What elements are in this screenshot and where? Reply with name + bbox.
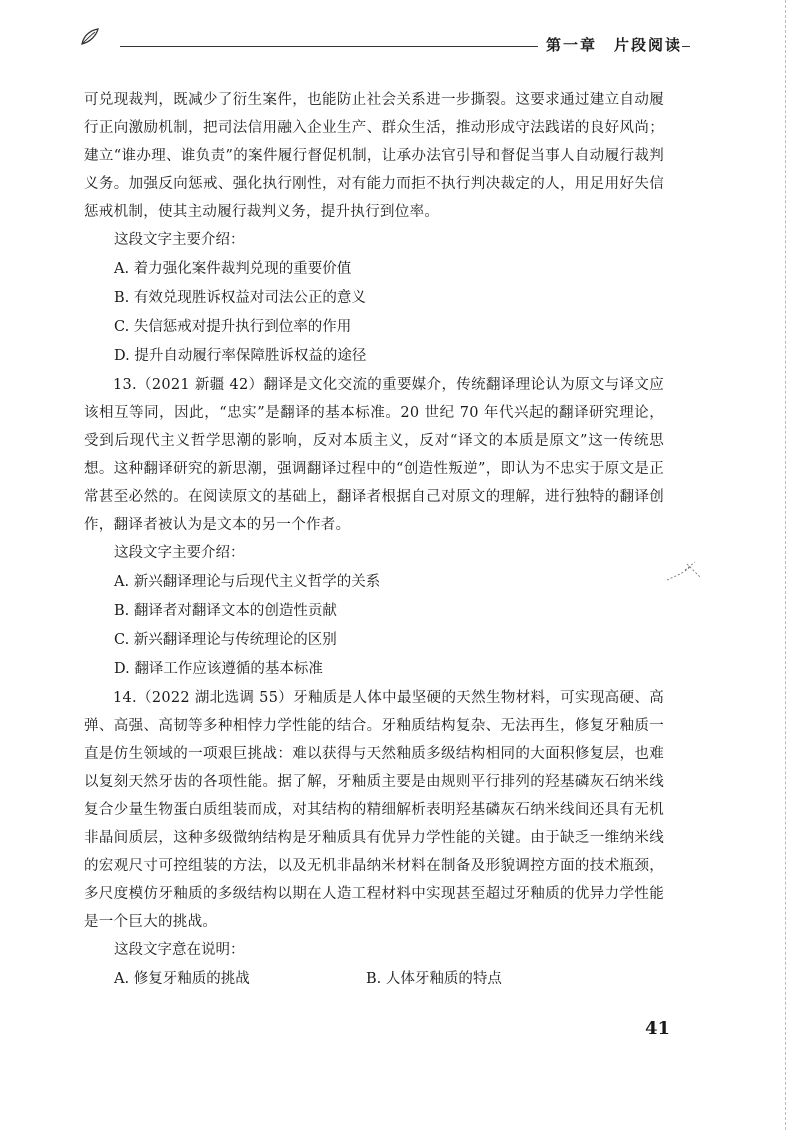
page-content bbox=[84, 86, 664, 994]
q14-prompt: 这段文字意在说明： bbox=[114, 942, 245, 958]
leaf-icon bbox=[78, 26, 102, 48]
q13-option-c: C. 新兴翻译理论与传统理论的区别 bbox=[114, 632, 337, 648]
q14-options bbox=[84, 965, 664, 994]
scan-edge bbox=[785, 0, 786, 1130]
q14-option-a: A. 修复牙釉质的挑战 bbox=[114, 971, 250, 987]
intro-paragraph: 可兑现裁判，既减少了衍生案件，也能防止社会关系进一步撕裂。这要求通过建立自动履行正向激励机制，把司法信用融入企业生产、群众生活，推动形成守法践诺的良好风尚；建立“谁办理、谁负责”的案件履行督促机制，让承办法官引导和督促当事人自动履行裁判义务。加强反向惩戒、强化执行刚性，对有能力而拒不执行判决裁定的人，用足用好失信惩戒机制，使其主动履行裁判义务，提升执行到位率。 bbox=[84, 92, 664, 220]
page-number: 41 bbox=[644, 1018, 670, 1039]
q13-paragraph: 13.（2021 新疆 42）翻译是文化交流的重要媒介，传统翻译理论认为原文与译文应该相互等同，因此，“忠实”是翻译的基本标准。20 世纪 70 年代兴起的翻译研究理论，受到后现代主义哲学思潮的影响，反对本质主义，反对“译文的本质是原文”这一传统思想。这种翻译研究的新思潮，强调翻译过程中的“创造性叛逆”，即认为不忠实于原文是正常甚至必然的。在阅读原文的基础上，翻译者根据自己对原文的理解，进行独特的翻译创作，翻译者被认为是文本的另一个作者。 bbox=[84, 377, 664, 533]
q12-prompt: 这段文字主要介绍： bbox=[114, 232, 245, 248]
pencil-mark-icon bbox=[665, 556, 705, 586]
q12-option-c: C. 失信惩戒对提升执行到位率的作用 bbox=[114, 319, 352, 335]
q13-option-b: B. 翻译者对翻译文本的创造性贡献 bbox=[114, 603, 337, 619]
q14-paragraph: 14.（2022 湖北选调 55）牙釉质是人体中最坚硬的天然生物材料，可实现高硬、高弹、高强、高韧等多种相悖力学性能的结合。牙釉质结构复杂、无法再生，修复牙釉质一直是仿生领域的一项艰巨挑战：难以获得与天然釉质多级结构相同的大面积修复层，也难以复刻天然牙齿的各项性能。据了解，牙釉质主要是由规则平行排列的羟基磷灰石纳米线复合少量生物蛋白质组装而成，对其结构的精细解析表明羟基磷灰石纳米线间还具有无机非晶间质层，这种多级微纳结构是牙釉质具有优异力学性能的关键。由于缺乏一维纳米线的宏观尺寸可控组装的方法，以及无机非晶纳米材料在制备及形貌调控方面的技术瓶颈，多尺度模仿牙釉质的多级结构以期在人造工程材料中实现甚至超过牙釉质的优异力学性能是一个巨大的挑战。 bbox=[84, 690, 664, 930]
chapter-title: 第一章 片段阅读 bbox=[538, 34, 682, 55]
q13-prompt: 这段文字主要介绍： bbox=[114, 545, 245, 561]
q13-option-a: A. 新兴翻译理论与后现代主义哲学的关系 bbox=[114, 574, 381, 590]
q12-option-b: B. 有效兑现胜诉权益对司法公正的意义 bbox=[114, 290, 366, 306]
q13-option-d: D. 翻译工作应该遵循的基本标准 bbox=[114, 661, 323, 677]
q14-option-b: B. 人体牙釉质的特点 bbox=[366, 971, 502, 987]
q12-option-a: A. 着力强化案件裁判兑现的重要价值 bbox=[114, 261, 352, 277]
q12-option-d: D. 提升自动履行率保障胜诉权益的途径 bbox=[114, 348, 367, 364]
